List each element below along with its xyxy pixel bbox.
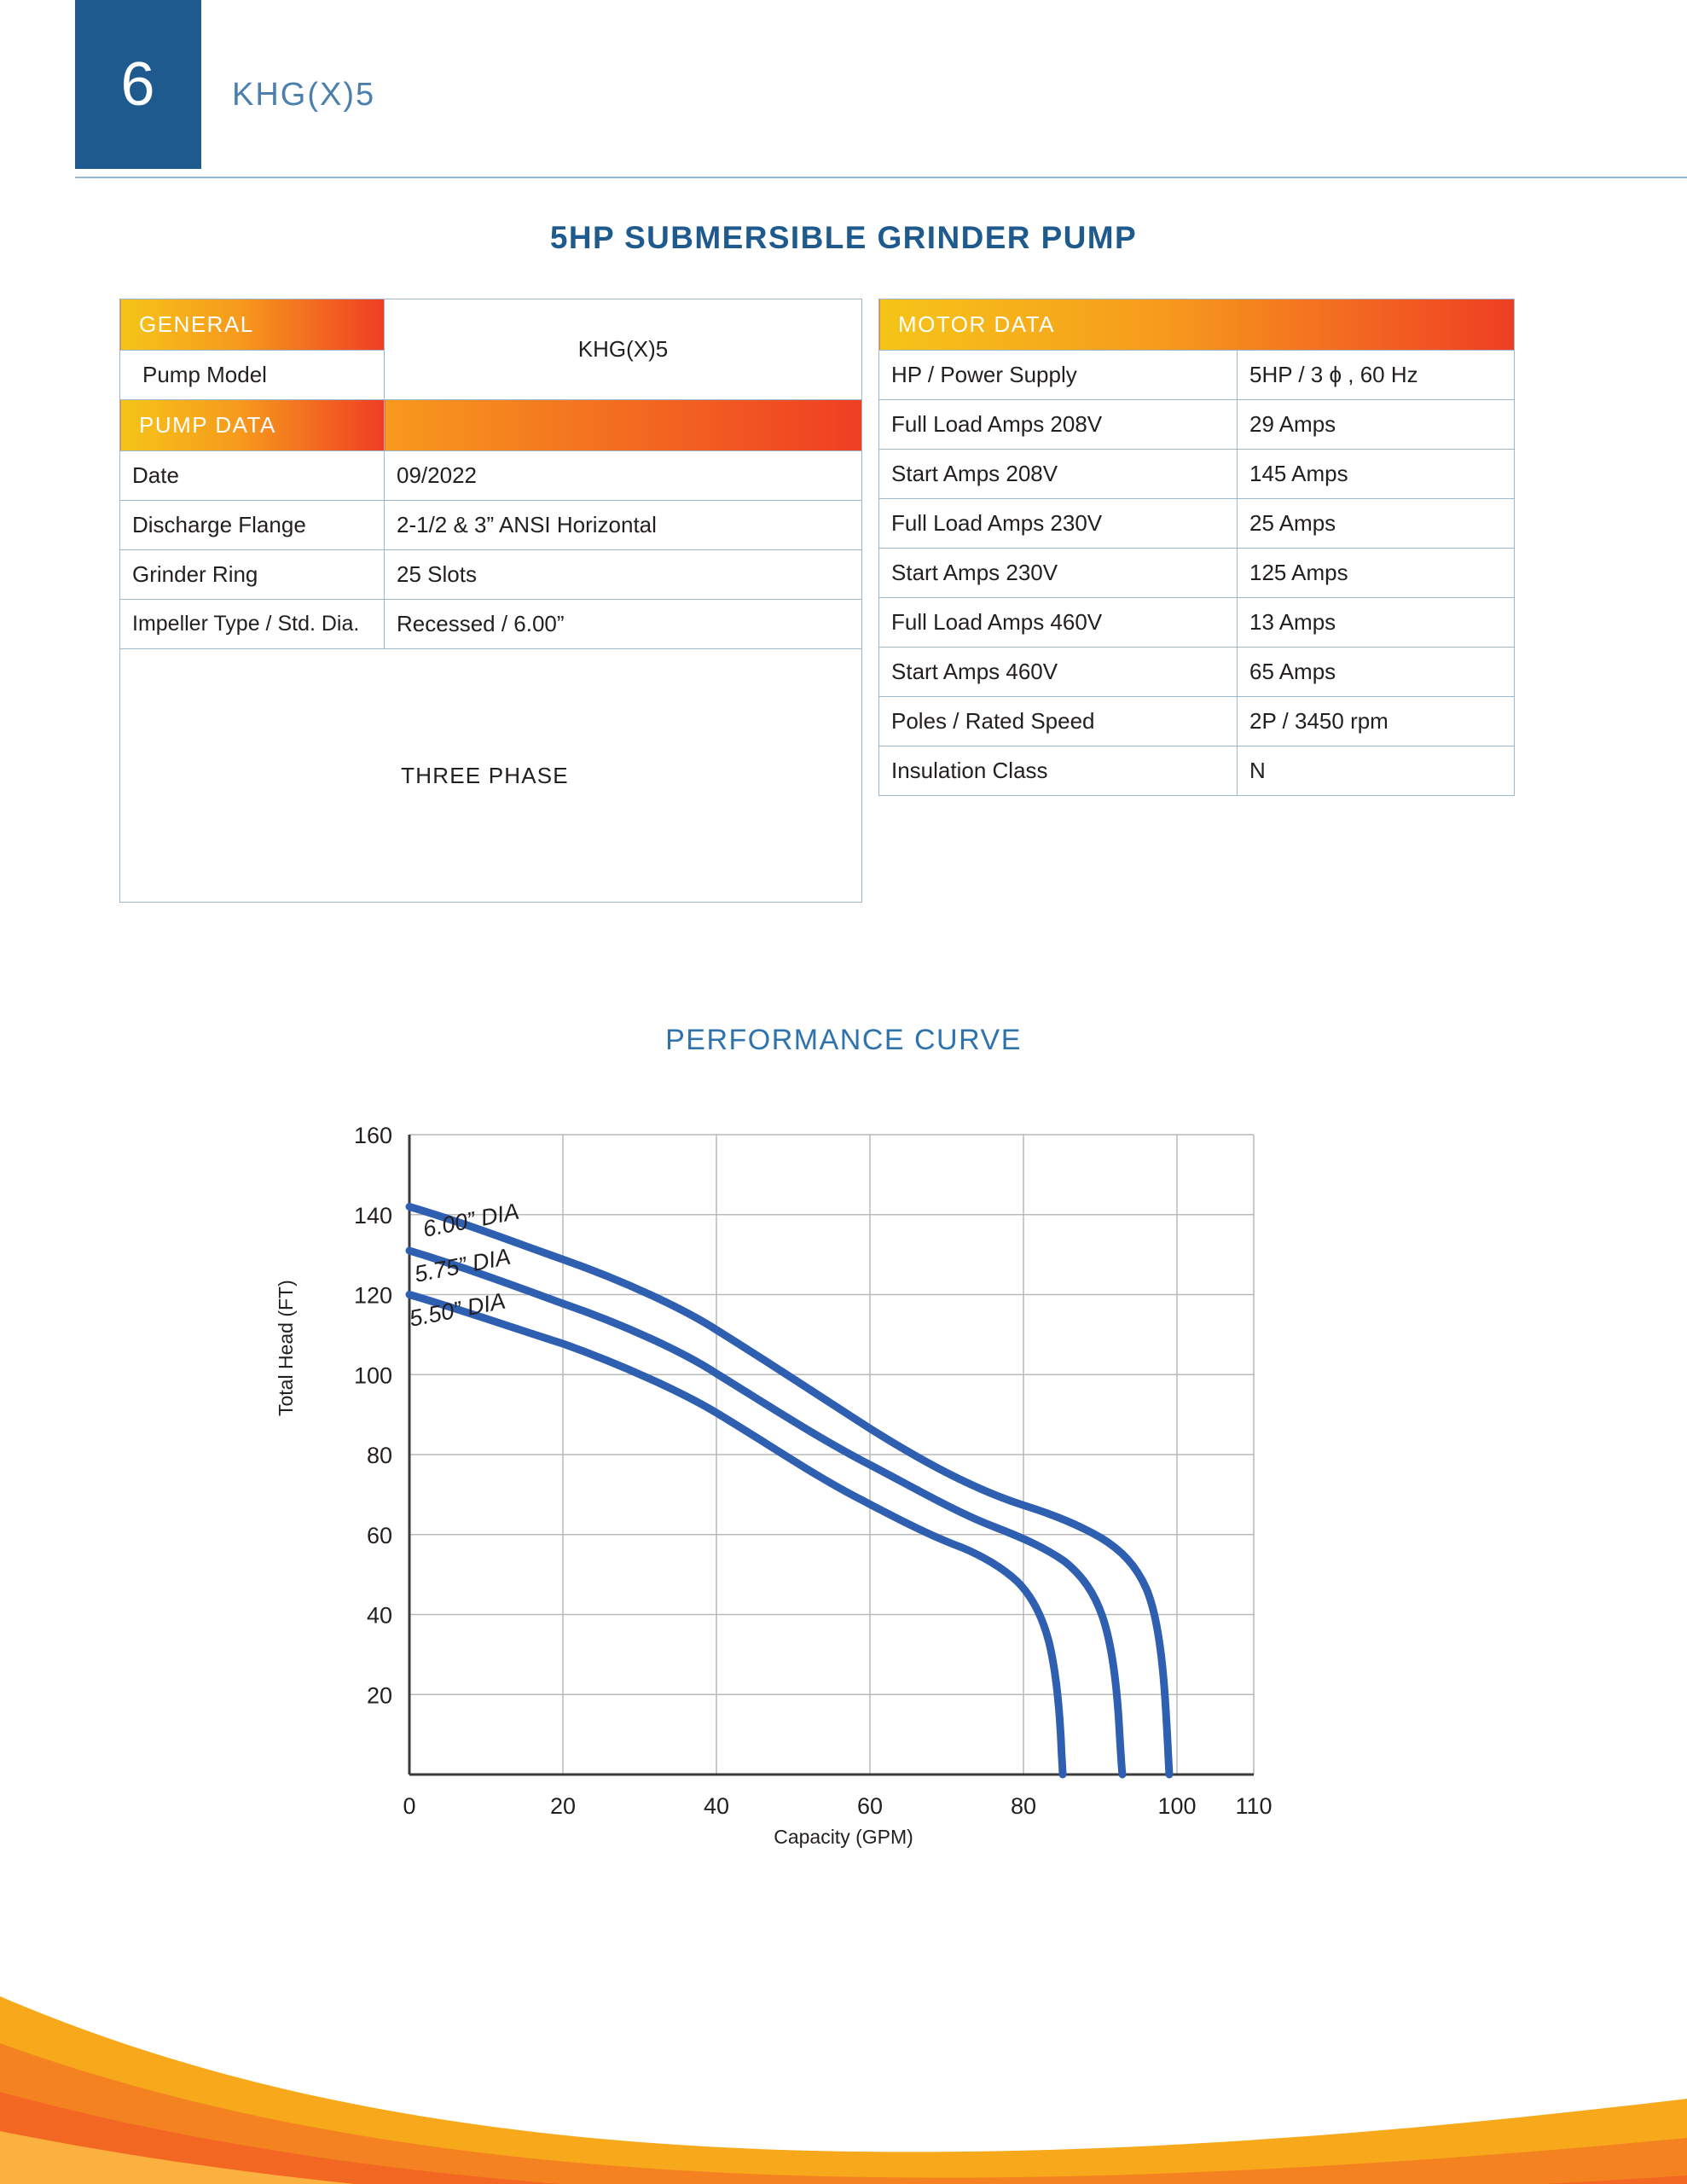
general-pump-data-table bbox=[119, 299, 862, 903]
table-row bbox=[120, 451, 862, 501]
row-label-fla-230v: Full Load Amps 230V bbox=[879, 499, 1238, 549]
row-label-discharge-flange: Discharge Flange bbox=[120, 501, 385, 550]
table-row bbox=[120, 299, 862, 351]
table-row bbox=[879, 299, 1515, 351]
chart-gridlines bbox=[409, 1135, 1254, 1774]
table-row bbox=[879, 499, 1515, 549]
series-label-5-50-dia: 5.50” DIA bbox=[407, 1287, 508, 1332]
svg-text:100: 100 bbox=[1157, 1793, 1197, 1819]
svg-text:60: 60 bbox=[366, 1522, 392, 1548]
row-label-insulation-class: Insulation Class bbox=[879, 746, 1238, 796]
performance-chart bbox=[256, 1101, 1450, 1868]
page-number-badge: 6 bbox=[75, 0, 201, 169]
row-value-fla-208v: 29 Amps bbox=[1238, 400, 1515, 450]
row-label-fla-208v: Full Load Amps 208V bbox=[879, 400, 1238, 450]
pump-model-label: Pump Model bbox=[120, 351, 385, 400]
table-row bbox=[879, 450, 1515, 499]
table-row bbox=[879, 598, 1515, 648]
row-label-start-amps-208v: Start Amps 208V bbox=[879, 450, 1238, 499]
row-label-start-amps-230v: Start Amps 230V bbox=[879, 549, 1238, 598]
row-value-hp-power-supply: 5HP / 3 ϕ , 60 Hz bbox=[1238, 351, 1515, 400]
three-phase-note: THREE PHASE bbox=[120, 649, 862, 903]
row-value-grinder-ring: 25 Slots bbox=[385, 550, 862, 600]
svg-text:160: 160 bbox=[353, 1123, 392, 1148]
row-value-fla-230v: 25 Amps bbox=[1238, 499, 1515, 549]
row-label-impeller-type: Impeller Type / Std. Dia. bbox=[120, 600, 385, 649]
row-label-poles-rated-speed: Poles / Rated Speed bbox=[879, 697, 1238, 746]
row-value-fla-460v: 13 Amps bbox=[1238, 598, 1515, 648]
table-row bbox=[879, 746, 1515, 796]
svg-text:80: 80 bbox=[1010, 1793, 1037, 1819]
svg-text:40: 40 bbox=[366, 1602, 392, 1629]
row-value-impeller-type: Recessed / 6.00” bbox=[385, 600, 862, 649]
svg-text:140: 140 bbox=[353, 1202, 392, 1228]
svg-text:20: 20 bbox=[549, 1793, 577, 1819]
row-label-start-amps-460v: Start Amps 460V bbox=[879, 648, 1238, 697]
row-label-grinder-ring: Grinder Ring bbox=[120, 550, 385, 600]
row-label-date: Date bbox=[120, 451, 385, 501]
pump-model-value: KHG(X)5 bbox=[385, 299, 862, 400]
row-label-fla-460v: Full Load Amps 460V bbox=[879, 598, 1238, 648]
table-row bbox=[120, 501, 862, 550]
header-divider bbox=[75, 177, 1687, 178]
pump-data-header-cell: PUMP DATA bbox=[120, 400, 385, 451]
table-row bbox=[120, 550, 862, 600]
chart-y-ticklabels bbox=[354, 1123, 392, 1708]
svg-text:20: 20 bbox=[366, 1682, 392, 1709]
svg-text:60: 60 bbox=[856, 1793, 884, 1819]
motor-data-table bbox=[878, 299, 1515, 796]
row-value-poles-rated-speed: 2P / 3450 rpm bbox=[1238, 697, 1515, 746]
chart-y-axis-label: Total Head (FT) bbox=[275, 1280, 297, 1416]
row-value-start-amps-208v: 145 Amps bbox=[1238, 450, 1515, 499]
svg-text:110: 110 bbox=[1235, 1793, 1272, 1819]
general-header-cell: GENERAL bbox=[120, 299, 385, 351]
svg-text:80: 80 bbox=[366, 1443, 392, 1468]
table-row bbox=[120, 600, 862, 649]
table-row bbox=[120, 649, 862, 903]
performance-curve-title: PERFORMANCE CURVE bbox=[665, 1024, 1022, 1056]
row-value-start-amps-230v: 125 Amps bbox=[1238, 549, 1515, 598]
table-row bbox=[879, 351, 1515, 400]
series-label-5-75-dia: 5.75” DIA bbox=[412, 1243, 513, 1287]
table-row bbox=[879, 549, 1515, 598]
chart-x-ticklabels bbox=[403, 1793, 1272, 1819]
svg-text:0: 0 bbox=[403, 1793, 416, 1819]
svg-text:120: 120 bbox=[353, 1282, 392, 1309]
table-row bbox=[120, 400, 862, 451]
row-label-hp-power-supply: HP / Power Supply bbox=[879, 351, 1238, 400]
svg-text:40: 40 bbox=[703, 1793, 730, 1819]
row-value-discharge-flange: 2-1/2 & 3” ANSI Horizontal bbox=[385, 501, 862, 550]
chart-svg bbox=[256, 1101, 1450, 1851]
footer-swoosh-decoration bbox=[0, 1894, 1687, 2184]
table-row bbox=[879, 697, 1515, 746]
row-value-start-amps-460v: 65 Amps bbox=[1238, 648, 1515, 697]
table-row bbox=[879, 400, 1515, 450]
svg-text:100: 100 bbox=[353, 1362, 392, 1389]
page-header bbox=[0, 0, 1687, 183]
chart-series-labels bbox=[407, 1199, 521, 1332]
chart-x-axis-label: Capacity (GPM) bbox=[774, 1826, 913, 1848]
header-model-title: KHG(X)5 bbox=[232, 77, 376, 113]
motor-data-header-cell: MOTOR DATA bbox=[879, 299, 1515, 351]
series-label-6-00-dia: 6.00” DIA bbox=[420, 1198, 522, 1242]
row-value-insulation-class: N bbox=[1238, 746, 1515, 796]
table-row bbox=[879, 648, 1515, 697]
row-value-date: 09/2022 bbox=[385, 451, 862, 501]
pump-data-header-filler bbox=[385, 400, 862, 451]
page-title: 5HP SUBMERSIBLE GRINDER PUMP bbox=[549, 220, 1138, 255]
